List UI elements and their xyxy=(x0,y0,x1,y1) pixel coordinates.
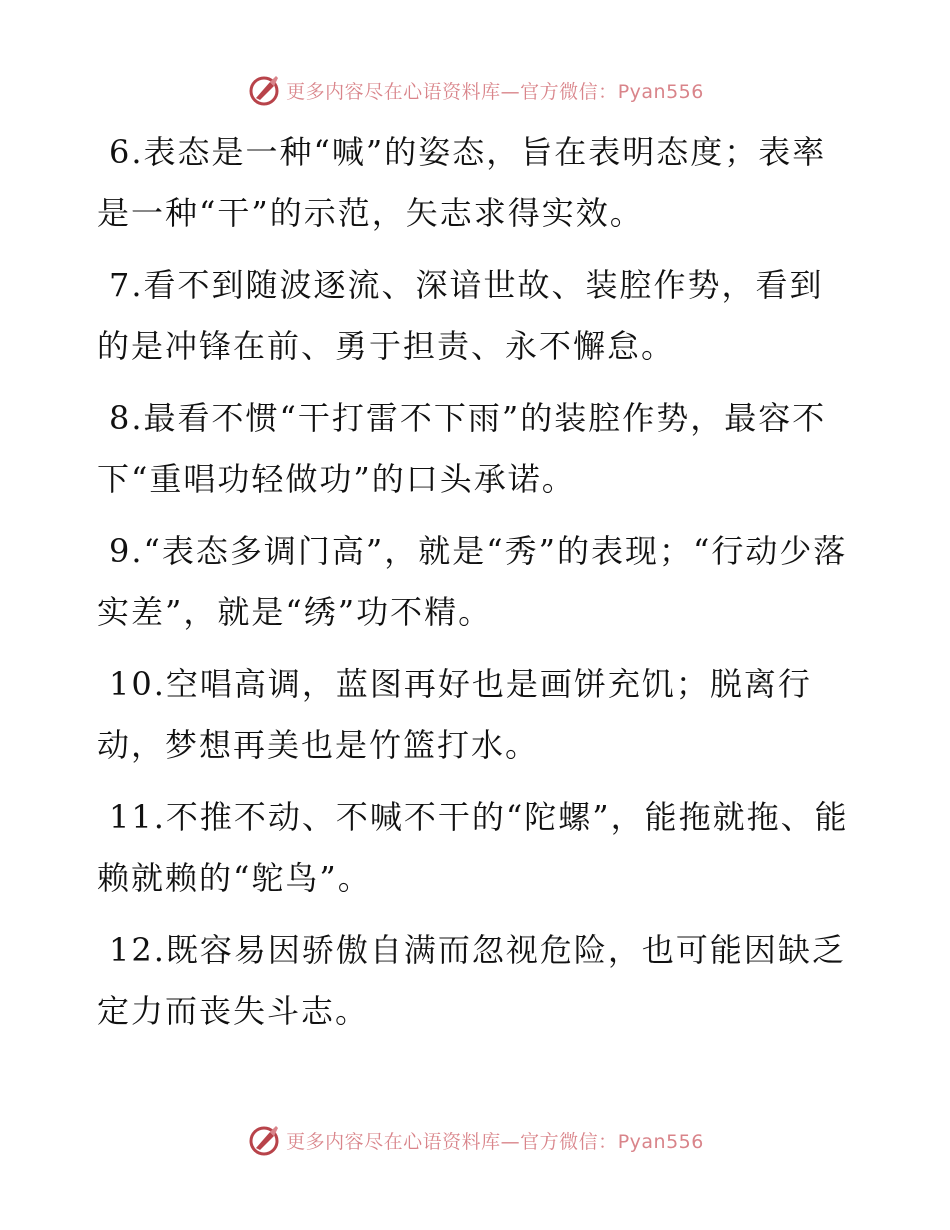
pen-nib-logo-icon xyxy=(246,72,282,108)
paragraph-12: 12.既容易因骄傲自满而忽视危险，也可能因缺乏定力而丧失斗志。 xyxy=(97,931,846,1030)
paragraph-10: 10.空唱高调，蓝图再好也是画饼充饥；脱离行动，梦想再美也是竹篮打水。 xyxy=(97,665,812,764)
paragraph-9: 9.“表态多调门高”，就是“秀”的表现；“行动少落实差”，就是“绣”功不精。 xyxy=(97,532,848,631)
paragraph-8: 8.最看不惯“干打雷不下雨”的装腔作势，最容不下“重唱功轻做功”的口头承诺。 xyxy=(97,399,827,498)
paragraph-7: 7.看不到随波逐流、深谙世故、装腔作势，看到的是冲锋在前、勇于担责、永不懈怠。 xyxy=(97,266,824,365)
paragraph-6: 6.表态是一种“喊”的姿态，旨在表明态度；表率是一种“干”的示范，矢志求得实效。 xyxy=(97,133,827,232)
paragraph-11: 11.不推不动、不喊不干的“陀螺”，能拖就拖、能赖就赖的“鸵鸟”。 xyxy=(97,798,849,897)
watermark-text: 更多内容尽在心语资料库—官方微信：Pyan556 xyxy=(286,80,704,103)
header-watermark xyxy=(0,70,950,110)
pen-nib-logo-icon xyxy=(246,1122,282,1158)
watermark-text: 更多内容尽在心语资料库—官方微信：Pyan556 xyxy=(286,1130,704,1153)
document-body xyxy=(97,122,857,1053)
footer-watermark xyxy=(0,1120,950,1160)
